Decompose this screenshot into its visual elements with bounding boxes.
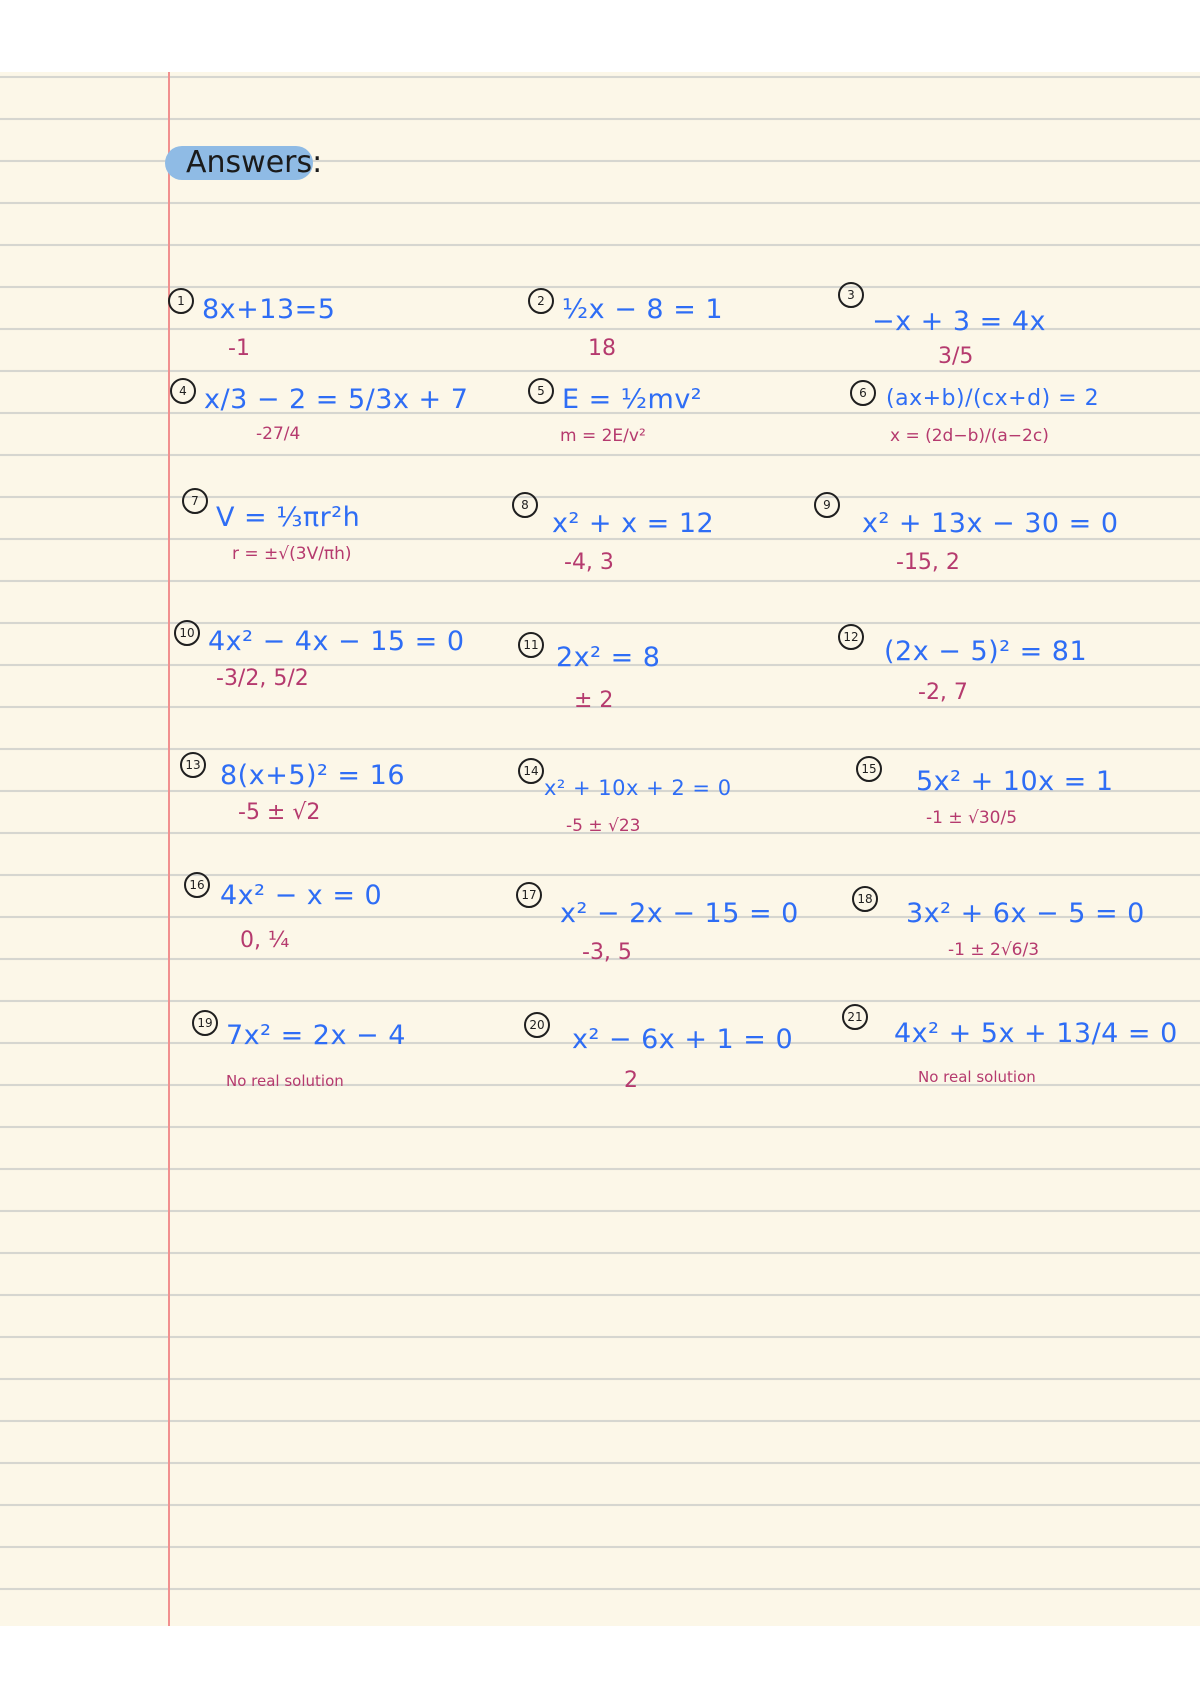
problem-number: 2: [528, 288, 554, 314]
problem-answer: -15, 2: [896, 550, 960, 575]
problem-answer: -1 ± √30/5: [926, 808, 1018, 828]
problem-number: 13: [180, 752, 206, 778]
problem-equation: 4x² − 4x − 15 = 0: [208, 626, 465, 657]
problem-number: 9: [814, 492, 840, 518]
problem-answer: -3, 5: [582, 940, 632, 965]
problem-number: 17: [516, 882, 542, 908]
problem-equation: 5x² + 10x = 1: [916, 766, 1114, 797]
problem-equation: ½x − 8 = 1: [562, 294, 724, 325]
problem-answer: -5 ± √23: [566, 816, 641, 836]
problem-equation: 8(x+5)² = 16: [220, 760, 405, 791]
page-title: Answers:: [186, 145, 323, 180]
problem-answer: 2: [624, 1068, 638, 1093]
problem-answer: -5 ± √2: [238, 800, 321, 825]
problem-answer: -2, 7: [918, 680, 968, 705]
problem-answer: 0, ¼: [240, 928, 290, 953]
problem-number: 10: [174, 620, 200, 646]
problem-number: 11: [518, 632, 544, 658]
problem-equation: −x + 3 = 4x: [872, 306, 1047, 337]
problem-equation: x/3 − 2 = 5/3x + 7: [204, 384, 469, 415]
problem-number: 19: [192, 1010, 218, 1036]
problem-equation: V = ⅓πr²h: [216, 502, 361, 533]
problem-number: 18: [852, 886, 878, 912]
problem-equation: 3x² + 6x − 5 = 0: [906, 898, 1145, 929]
problem-number: 16: [184, 872, 210, 898]
problem-equation: (ax+b)/(cx+d) = 2: [886, 386, 1100, 411]
problem-equation: x² − 2x − 15 = 0: [560, 898, 799, 929]
problem-equation: E = ½mv²: [562, 384, 703, 415]
problem-equation: (2x − 5)² = 81: [884, 636, 1088, 667]
problem-equation: 4x² + 5x + 13/4 = 0: [894, 1018, 1178, 1049]
problem-number: 7: [182, 488, 208, 514]
problem-answer: -27/4: [256, 424, 301, 444]
problem-answer: -4, 3: [564, 550, 614, 575]
problem-number: 8: [512, 492, 538, 518]
problem-answer: 3/5: [938, 344, 974, 369]
problem-answer: No real solution: [918, 1068, 1036, 1086]
problem-number: 12: [838, 624, 864, 650]
problem-number: 4: [170, 378, 196, 404]
problem-answer: m = 2E/v²: [560, 426, 646, 446]
problem-number: 5: [528, 378, 554, 404]
problem-number: 3: [838, 282, 864, 308]
problem-answer: -3/2, 5/2: [216, 666, 309, 691]
problem-answer: -1: [228, 336, 250, 361]
problem-equation: 2x² = 8: [556, 642, 661, 673]
problem-equation: 8x+13=5: [202, 294, 336, 325]
problem-equation: x² + x = 12: [552, 508, 715, 539]
problem-number: 1: [168, 288, 194, 314]
problem-number: 21: [842, 1004, 868, 1030]
problem-answer: x = (2d−b)/(a−2c): [890, 426, 1049, 446]
problem-answer: ± 2: [574, 688, 614, 713]
problem-number: 20: [524, 1012, 550, 1038]
problem-number: 15: [856, 756, 882, 782]
problem-answer: -1 ± 2√6/3: [948, 940, 1040, 960]
problem-equation: 7x² = 2x − 4: [226, 1020, 406, 1051]
problem-answer: r = ±√(3V/πh): [232, 544, 352, 564]
problem-equation: x² − 6x + 1 = 0: [572, 1024, 794, 1055]
problem-equation: 4x² − x = 0: [220, 880, 383, 911]
problem-answer: No real solution: [226, 1072, 344, 1090]
problem-number: 14: [518, 758, 544, 784]
problem-equation: x² + 13x − 30 = 0: [862, 508, 1119, 539]
problem-number: 6: [850, 380, 876, 406]
problem-answer: 18: [588, 336, 616, 361]
problem-equation: x² + 10x + 2 = 0: [544, 776, 732, 800]
